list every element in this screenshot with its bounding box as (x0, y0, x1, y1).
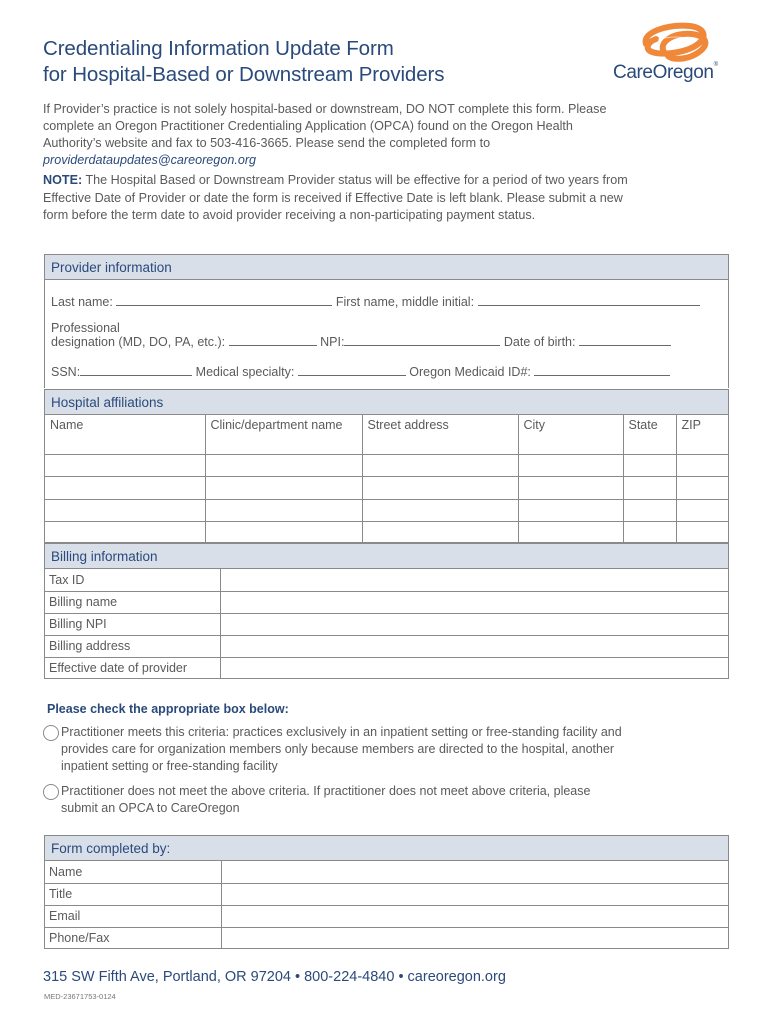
completer-phone-field[interactable] (221, 927, 728, 949)
radio-button[interactable] (43, 725, 59, 741)
ssn-row: SSN: Medical specialty: Oregon Medicaid ID#: (51, 365, 670, 379)
table-cell[interactable] (45, 499, 205, 522)
billing-row-tax-id (45, 569, 728, 591)
criteria-heading: Please check the appropriate box below: (47, 702, 289, 716)
billing-npi-field[interactable] (220, 613, 728, 635)
intro-paragraph (43, 101, 633, 169)
table-cell[interactable] (45, 522, 205, 545)
page-title (43, 36, 444, 88)
completed-row-name (45, 861, 728, 883)
table-cell[interactable] (362, 477, 518, 500)
affiliations-table (45, 415, 728, 544)
hospital-affiliations-section (44, 389, 729, 543)
note-paragraph (43, 172, 633, 225)
field-label: Name (45, 861, 221, 883)
field-label: Title (45, 883, 221, 905)
table-cell[interactable] (362, 522, 518, 545)
criteria-option-meets[interactable]: Practitioner meets this criteria: practices exclusively in an inpatient setting or free-standing facility and provides care for organization members only because members are directed to the hospital, another inpatient setting or free-standing facility (43, 724, 683, 775)
field-label: Email (45, 905, 221, 927)
completed-row-phone (45, 927, 728, 949)
table-cell[interactable] (518, 499, 623, 522)
table-cell[interactable] (205, 499, 362, 522)
document-code: MED-23671753-0124 (44, 992, 116, 1001)
last-name-field[interactable] (116, 296, 332, 306)
designation-row: Professional designation (MD, DO, PA, etc.): NPI: Date of birth: (51, 321, 671, 349)
table-cell[interactable] (205, 454, 362, 477)
table-cell[interactable] (518, 454, 623, 477)
billing-address-field[interactable] (220, 635, 728, 657)
medicaid-id-field[interactable] (534, 366, 670, 376)
logo-wordmark: CareOregon® (613, 62, 718, 83)
completer-title-field[interactable] (221, 883, 728, 905)
npi-field[interactable] (344, 336, 500, 346)
billing-name-field[interactable] (220, 591, 728, 613)
title-line-2: for Hospital-Based or Downstream Providers (43, 63, 445, 86)
table-cell[interactable] (676, 454, 728, 477)
ssn-field[interactable] (80, 366, 192, 376)
table-row (45, 454, 728, 477)
criteria-option-does-not-meet[interactable]: Practitioner does not meet the above criteria. If practitioner does not meet above criteria, please submit an OPCA to CareOregon (43, 783, 683, 817)
effective-date-field[interactable] (220, 657, 728, 679)
column-header: Name (45, 415, 205, 454)
completed-row-email (45, 905, 728, 927)
email-link[interactable]: providerdataupdates@careoregon.org (43, 153, 257, 167)
column-header: Clinic/department name (205, 415, 362, 454)
section-heading: Provider information (45, 255, 728, 280)
title-line-1: Credentialing Information Update Form (43, 37, 394, 60)
table-cell[interactable] (623, 477, 676, 500)
table-cell[interactable] (518, 522, 623, 545)
field-label: Billing NPI (45, 613, 220, 635)
logo-rings-icon (638, 22, 712, 62)
form-completed-by-section (44, 835, 729, 949)
table-cell[interactable] (676, 499, 728, 522)
completer-email-field[interactable] (221, 905, 728, 927)
field-label: Effective date of provider (45, 657, 220, 679)
careoregon-logo (610, 22, 720, 84)
section-heading: Hospital affiliations (45, 390, 728, 415)
table-cell[interactable] (205, 522, 362, 545)
field-label: Billing address (45, 635, 220, 657)
billing-row-name (45, 591, 728, 613)
tax-id-field[interactable] (220, 569, 728, 591)
table-cell[interactable] (362, 499, 518, 522)
section-heading: Form completed by: (45, 836, 728, 861)
completed-by-table (45, 861, 728, 949)
footer-contact: 315 SW Fifth Ave, Portland, OR 97204 • 800-224-4840 • careoregon.org (43, 969, 506, 985)
table-row (45, 522, 728, 545)
table-cell[interactable] (518, 477, 623, 500)
designation-field[interactable] (229, 336, 317, 346)
section-heading: Billing information (45, 544, 728, 569)
billing-information-section (44, 543, 729, 679)
billing-row-effective-date (45, 657, 728, 679)
column-header: City (518, 415, 623, 454)
table-cell[interactable] (676, 522, 728, 545)
table-cell[interactable] (676, 477, 728, 500)
table-row (45, 499, 728, 522)
table-cell[interactable] (205, 477, 362, 500)
column-header: Street address (362, 415, 518, 454)
name-row: Last name: First name, middle initial: (51, 295, 700, 309)
billing-row-address (45, 635, 728, 657)
completer-name-field[interactable] (221, 861, 728, 883)
radio-button[interactable] (43, 784, 59, 800)
table-header-row (45, 415, 728, 454)
table-cell[interactable] (45, 454, 205, 477)
specialty-field[interactable] (298, 366, 406, 376)
table-row (45, 477, 728, 500)
table-cell[interactable] (362, 454, 518, 477)
dob-field[interactable] (579, 336, 671, 346)
note-label: NOTE: (43, 173, 83, 187)
field-label: Phone/Fax (45, 927, 221, 949)
column-header: State (623, 415, 676, 454)
table-cell[interactable] (623, 522, 676, 545)
intro-text: If Provider’s practice is not solely hospital-based or downstream, DO NOT complete this form. Please complete an Oregon Practitioner Credentialing Application (OPCA) found on the Oregon Health Authority’s website and fax to 503-416-3665. Please send the completed form to (43, 102, 607, 150)
note-text: The Hospital Based or Downstream Provider status will be effective for a period of two years from Effective Date of Provider or date the form is received if Effective Date is left blank. Please submit a new form before the term date to avoid provider receiving a non-participating payment status. (43, 173, 628, 222)
column-header: ZIP (676, 415, 728, 454)
billing-row-npi (45, 613, 728, 635)
table-cell[interactable] (623, 454, 676, 477)
table-cell[interactable] (623, 499, 676, 522)
completed-row-title (45, 883, 728, 905)
first-name-field[interactable] (478, 296, 700, 306)
billing-table (45, 569, 728, 679)
table-cell[interactable] (45, 477, 205, 500)
field-label: Billing name (45, 591, 220, 613)
provider-information-section (44, 254, 729, 388)
field-label: Tax ID (45, 569, 220, 591)
